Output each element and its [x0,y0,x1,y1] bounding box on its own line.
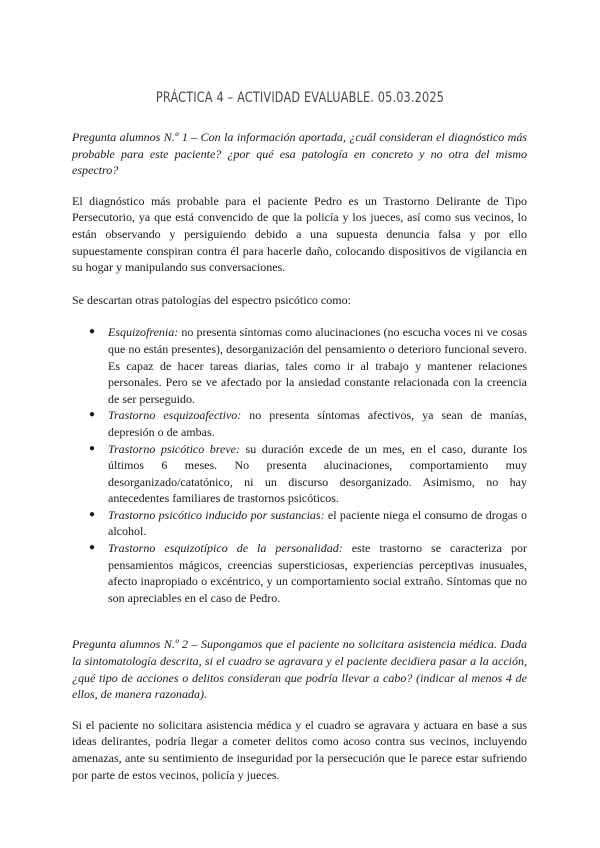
pathology-name: Trastorno esquizotípico de la personalidad: [108,541,343,556]
pathology-description: su duración excede de un mes, en el caso, durante los últimos 6 meses. No presenta alucinaciones, comportamiento muy desorganizado/catatónico, ni un discurso desorganizado. Asimismo, no hay antecedentes familiares de trastornos psicóticos. [108,441,527,506]
bullet-icon: ● [89,409,96,421]
list-item [89,407,527,440]
pathology-name: Trastorno psicótico breve: [108,441,240,456]
pathology-name: Trastorno psicótico inducido por sustancias: [108,507,325,522]
document-body [72,129,527,783]
list-item [89,324,527,407]
pathology-description: el paciente niega el consumo de drogas o alcohol. [108,507,528,539]
answer-1: El diagnóstico más probable para el paciente Pedro es un Trastorno Delirante de Tipo Persecutorio, ya que está convencido de que la policía y los jueces, así como sus vecinos, lo están observando y persiguiendo debido a una supuesta denuncia falsa y por ello supuestamente conspiran contra él para hacerle daño, colocando dispositivos de vigilancia en su hogar y manipulando sus conversaciones. [72,193,527,275]
page-title: PRÁCTICA 4 – ACTIVIDAD EVALUABLE. 05.03.2025 [155,90,445,106]
discarded-intro: Se descartan otras patologías del espectro psicótico como: [72,292,351,307]
bullet-icon: ● [89,542,96,554]
bullet-icon: ● [89,442,96,454]
question-2: Pregunta alumnos N.º 2 – Supongamos que el paciente no solicitara asistencia médica. Dada la sintomatología descrita, si el cuadro se agravara y el paciente decidiera pasar a la acción, ¿qué tipo de acciones o delitos consideran que podría llevar a cabo? (indicar al menos 4 de ellos, de manera razonada). [72,637,527,702]
pathology-name: Esquizofrenia: [108,325,179,340]
discarded-pathologies-list [72,324,527,606]
pathology-description: no presenta síntomas afectivos, ya sean de manías, depresión o de ambas. [108,408,527,439]
list-item [89,441,527,507]
pathology-description: este trastorno se caracteriza por pensamientos mágicos, creencias supersticiosas, experiencias perceptivas inusuales, afecto inapropiado o excéntrico, y un comportamiento social extraño. Síntomas que no son apreciables en el caso de Pedro. [108,541,527,605]
pathology-description: no presenta síntomas como alucinaciones (no escucha voces ni ve cosas que no están presentes), desorganización del pensamiento o deterioro funcional severo. Es capaz de hacer tareas diarias, tales como ir al trabajo y mantener relaciones personales. Pero se ve afectado por la ansiedad constante relacionada con la creencia de ser perseguido. [108,325,527,406]
answer-2: Si el paciente no solicitara asistencia médica y el cuadro se agravara y actuara en base a sus ideas delirantes, podría llegar a cometer delitos como acoso contra sus vecinos, incluyendo amenazas, ante su sentimiento de inseguridad por la persecución que le parece estar sufriendo por parte de estos vecinos, policía y jueces. [72,717,527,782]
bullet-icon: ● [89,508,96,520]
list-item [89,540,527,606]
bullet-icon: ● [89,326,96,338]
list-item [89,507,528,540]
question-1: Pregunta alumnos N.º 1 – Con la información aportada, ¿cuál consideran el diagnóstico más probable para este paciente? ¿por qué esa patología en concreto y no otra del mismo espectro? [72,130,527,178]
pathology-name: Trastorno esquizoafectivo: [108,408,242,423]
